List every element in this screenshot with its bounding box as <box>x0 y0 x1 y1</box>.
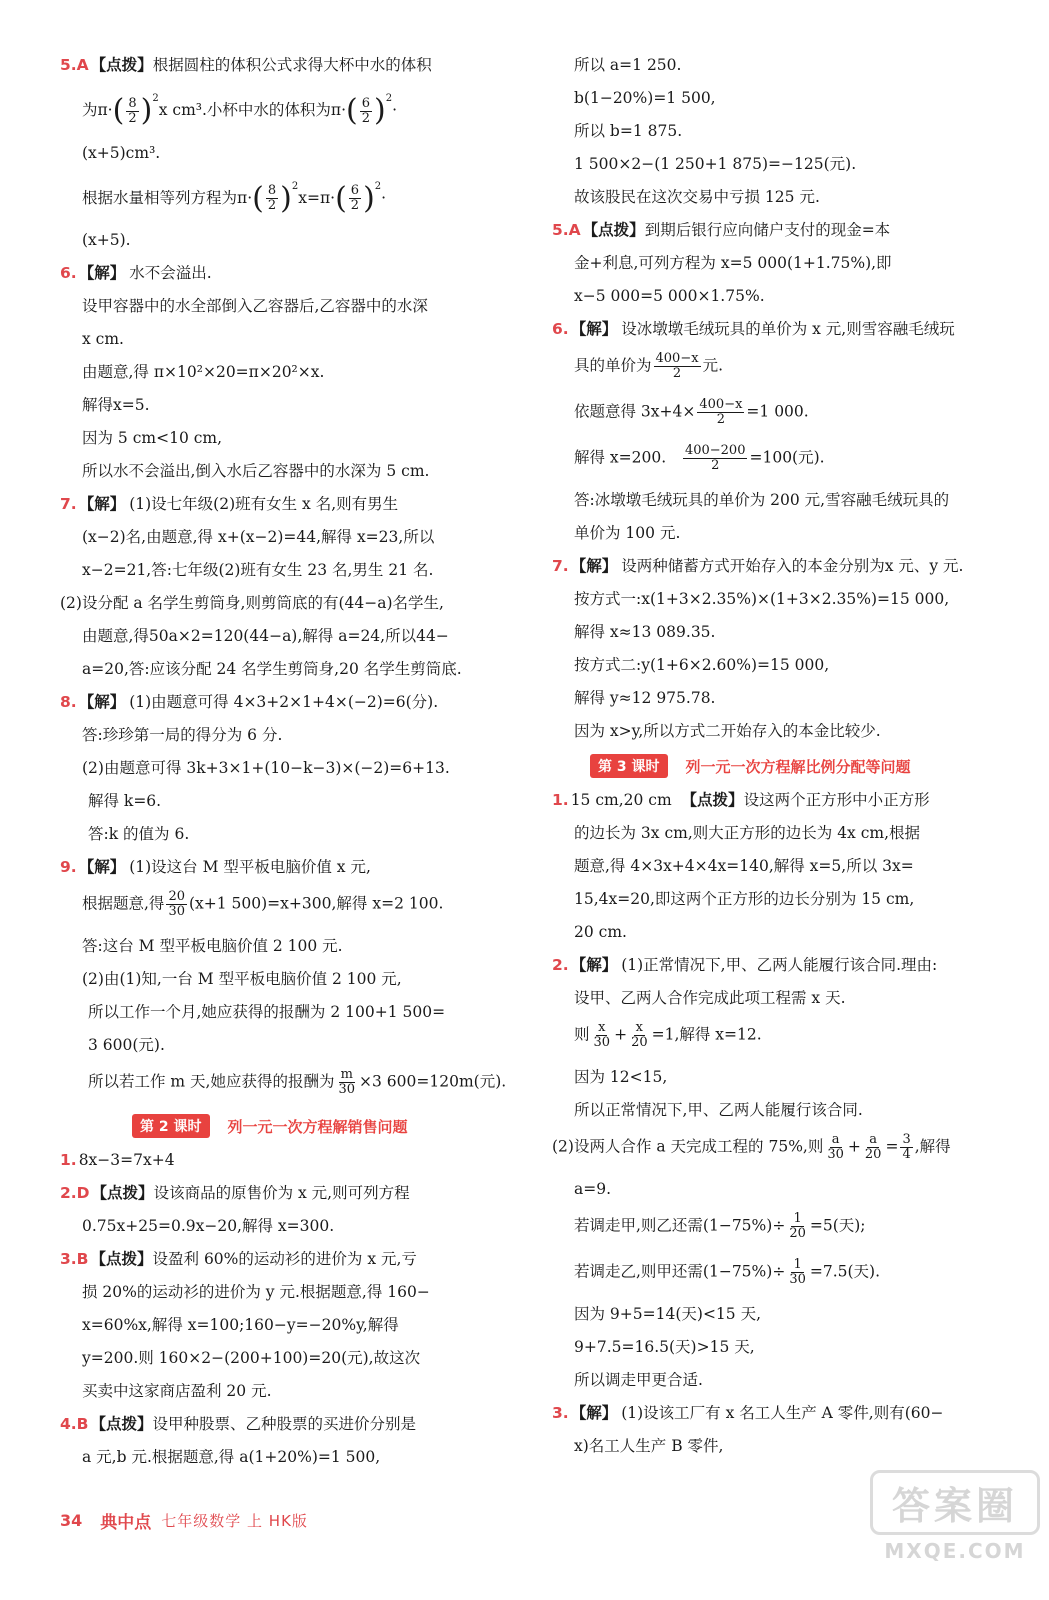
s6-line-4: 解得 x=200. $\frac{400-200}{2}$ =100(元). <box>574 443 825 473</box>
page-number: 34 <box>60 1511 83 1530</box>
text: x cm³.小杯中水的体积为π· <box>158 101 347 119</box>
q9-line-3: 答:这台 M 型平板电脑价值 2 100 元. <box>82 937 343 955</box>
s6-line-3: 依题意得 3x+4× $\frac{400-x}{2}$ =1 000. <box>574 397 809 427</box>
q6-line-5: 解得x=5. <box>82 396 150 414</box>
t2-line-12: 所以调走甲更合适. <box>574 1371 703 1389</box>
q6-line-2: 设甲容器中的水全部倒入乙容器后,乙容器中的水深 <box>82 297 428 315</box>
fraction: $\frac{6}{2}$ <box>350 183 360 213</box>
section-3-badge: 第 3 课时 <box>590 754 668 778</box>
book-title: 七年级数学 上 HK版 <box>161 1512 308 1530</box>
q8-line-3: (2)由题意可得 3k+3×1+(10−k−3)×(−2)=6+13. <box>82 759 450 777</box>
s2-number: 2.D <box>60 1184 90 1202</box>
q6-number: 6. <box>60 264 77 282</box>
fraction: $\frac{x}{30}$ <box>593 1020 611 1050</box>
s5-number: 5.A <box>552 221 581 239</box>
r-line-2: b(1−20%)=1 500, <box>574 89 716 107</box>
s3-line-4: y=200.则 160×2−(200+100)=20(元),故这次 <box>82 1349 421 1367</box>
q5-line-5: (x+5). <box>82 231 131 249</box>
s6-line-2: 具的单价为 $\frac{400-x}{2}$ 元. <box>574 351 723 381</box>
s7-line-3: 解得 x≈13 089.35. <box>574 623 716 641</box>
q9-line-4: (2)由(1)知,一台 M 型平板电脑价值 2 100 元, <box>82 970 402 988</box>
t2-line-8: 若调走甲,则乙还需(1−75%)÷ $\frac{1}{20}$ =5(天); <box>574 1211 866 1241</box>
s5-line-3: x−5 000=5 000×1.75%. <box>574 287 765 305</box>
fraction: $\frac{8}{2}$ <box>267 183 277 213</box>
t3-line-1: 3. 【解】 (1)设该工厂有 x 名工人生产 A 零件,则有(60− <box>552 1404 944 1422</box>
s7-line-6: 因为 x>y,所以方式二开始存入的本金比较少. <box>574 722 881 740</box>
q7-tag: 【解】 <box>78 495 126 513</box>
r-line-1: 所以 a=1 250. <box>574 56 682 74</box>
fraction: $\frac{a}{20}$ <box>864 1132 882 1162</box>
s3-line-5: 买卖中这家商店盈利 20 元. <box>82 1382 272 1400</box>
q8-line-2: 答:珍珍第一局的得分为 6 分. <box>82 726 283 744</box>
q8-line-5: 答:k 的值为 6. <box>88 825 190 843</box>
fraction: $\frac{1}{30}$ <box>789 1257 806 1287</box>
t1-line-5: 20 cm. <box>574 923 627 941</box>
q7-line-5: 由题意,得50a×2=120(44−a),解得 a=24,所以44− <box>82 627 449 645</box>
watermark-logo: 答案圈 <box>870 1470 1040 1535</box>
s6-number: 6. <box>552 320 569 338</box>
page-footer <box>60 1508 308 1533</box>
t2-line-4: 因为 12<15, <box>574 1068 668 1086</box>
s5-line-2: 金+利息,可列方程为 x=5 000(1+1.75%),即 <box>574 254 892 272</box>
fraction: $\frac{400-200}{2}$ <box>684 443 746 473</box>
s1-line-1: 1. 8x−3=7x+4 <box>60 1151 175 1169</box>
q5-line-3: (x+5)cm³. <box>82 143 161 162</box>
q9-number: 9. <box>60 858 77 876</box>
t2-number: 2. <box>552 956 569 974</box>
r-line-5: 故该股民在这次交易中亏损 125 元. <box>574 188 820 206</box>
t2-line-1: 2. 【解】 (1)正常情况下,甲、乙两人能履行该合同.理由: <box>552 956 938 974</box>
section-2-title: 列一元一次方程解销售问题 <box>227 1117 408 1136</box>
q7-line-1: 7. 【解】 (1)设七年级(2)班有女生 x 名,则有男生 <box>60 495 399 513</box>
t1-line-1: 1. 15 cm,20 cm 【点拨】设这两个正方形中小正方形 <box>552 791 930 809</box>
t2-line-3: 则 $\frac{x}{30}$ + $\frac{x}{20}$ =1,解得 x=12. <box>574 1020 762 1050</box>
s3-line-2: 损 20%的运动衫的进价为 y 元.根据题意,得 160− <box>82 1283 430 1301</box>
right-column <box>552 55 1002 1469</box>
t2-line-5: 所以正常情况下,甲、乙两人能履行该合同. <box>574 1101 863 1119</box>
q6-line-7: 所以水不会溢出,倒入水后乙容器中的水深为 5 cm. <box>82 462 430 480</box>
s6-line-6: 单价为 100 元. <box>574 524 681 542</box>
r-line-3: 所以 b=1 875. <box>574 122 683 140</box>
t2-line-9: 若调走乙,则甲还需(1−75%)÷ $\frac{1}{30}$ =7.5(天). <box>574 1257 881 1287</box>
q5-line-4: 根据水量相等列方程为π·( $\frac{8}{2}$ )$^2$x=π·( $\frac{6}{2}$ )$^2$· <box>82 180 387 216</box>
s7-line-1: 7. 【解】 设两种储蓄方式开始存入的本金分别为x 元、y 元. <box>552 557 964 575</box>
q6-line-1: 6. 【解】 水不会溢出. <box>60 264 212 282</box>
t1-line-2: 的边长为 3x cm,则大正方形的边长为 4x cm,根据 <box>574 824 921 842</box>
s4-line-1: 4.B 【点拨】设甲种股票、乙种股票的买进价分别是 <box>60 1415 417 1433</box>
q5-number: 5.A <box>60 56 89 74</box>
fraction: $\frac{6}{2}$ <box>361 95 371 126</box>
q5-line-1 <box>60 55 515 75</box>
brand-logo: 典中点 <box>100 1513 152 1533</box>
s6-line-5: 答:冰墩墩毛绒玩具的单价为 200 元,雪容融毛绒玩具的 <box>574 491 950 509</box>
t3-line-2: x)名工人生产 B 零件, <box>574 1437 724 1455</box>
t2-line-2: 设甲、乙两人合作完成此项工程需 x 天. <box>574 989 846 1007</box>
t3-number: 3. <box>552 1404 569 1422</box>
section-2-badge: 第 2 课时 <box>132 1114 210 1138</box>
s3-number: 3.B <box>60 1250 89 1268</box>
s6-line-1: 6. 【解】 设冰墩墩毛绒玩具的单价为 x 元,则雪容融毛绒玩 <box>552 320 955 338</box>
fraction: $\frac{400-x}{2}$ <box>699 397 743 427</box>
s7-number: 7. <box>552 557 569 575</box>
s4-line-2: a 元,b 元.根据题意,得 a(1+20%)=1 500, <box>82 1448 381 1466</box>
s7-line-2: 按方式一:x(1+3×2.35%)×(1+3×2.35%)=15 000, <box>574 590 950 608</box>
t2-line-6: (2)设两人合作 a 天完成工程的 75%,则 $\frac{a}{30}$ + $\frac{a}{20}$ = $\frac{3}{4}$ ,解得 <box>552 1132 951 1162</box>
watermark <box>870 1470 1040 1588</box>
q9-line-1: 9. 【解】 (1)设这台 M 型平板电脑价值 x 元, <box>60 858 371 876</box>
text: 为π· <box>82 101 113 119</box>
q9-line-6: 3 600(元). <box>88 1036 165 1054</box>
s3-line-3: x=60%x,解得 x=100;160−y=−20%y,解得 <box>82 1316 399 1334</box>
s2-line-2: 0.75x+25=0.9x−20,解得 x=300. <box>82 1217 335 1235</box>
s1-number: 1. <box>60 1151 77 1169</box>
t2-line-11: 9+7.5=16.5(天)>15 天, <box>574 1338 755 1356</box>
fraction: $\frac{m}{30}$ <box>338 1067 356 1097</box>
fraction: $\frac{20}{30}$ <box>168 889 185 919</box>
section-2-header <box>60 1114 515 1138</box>
q9-tag: 【解】 <box>78 858 126 876</box>
q9-line-2: 根据题意,得 $\frac{20}{30}$ (x+1 500)=x+300,解得 x=2 100. <box>82 889 444 919</box>
q7-number: 7. <box>60 495 77 513</box>
q8-tag: 【解】 <box>78 693 126 711</box>
q7-line-2: (x−2)名,由题意,得 x+(x−2)=44,解得 x=23,所以 <box>82 528 435 546</box>
watermark-url: MXQE.COM <box>884 1539 1026 1563</box>
s7-line-5: 解得 y≈12 975.78. <box>574 689 716 707</box>
q6-tag: 【解】 <box>78 264 126 282</box>
fraction: $\frac{a}{30}$ <box>827 1132 844 1162</box>
s4-number: 4.B <box>60 1415 89 1433</box>
s3-line-1: 3.B 【点拨】设盈利 60%的运动衫的进价为 x 元,亏 <box>60 1250 417 1268</box>
q7-line-3: x−2=21,答:七年级(2)班有女生 23 名,男生 21 名. <box>82 561 434 579</box>
s7-line-4: 按方式二:y(1+6×2.60%)=15 000, <box>574 656 830 674</box>
s2-line-1: 2.D 【点拨】设该商品的原售价为 x 元,则可列方程 <box>60 1184 410 1202</box>
q9-line-5: 所以工作一个月,她应获得的报酬为 2 100+1 500= <box>88 1003 446 1021</box>
fraction: $\frac{3}{4}$ <box>902 1132 911 1162</box>
q9-line-7: 所以若工作 m 天,她应获得的报酬为 $\frac{m}{30}$ ×3 600=120m(元). <box>88 1067 507 1097</box>
fraction: $\frac{1}{20}$ <box>789 1211 806 1241</box>
q5-tag: 【点拨】 <box>90 56 153 74</box>
q8-line-4: 解得 k=6. <box>88 792 162 810</box>
fraction: $\frac{8}{2}$ <box>128 95 137 126</box>
t1-line-3: 题意,得 4×3x+4×4x=140,解得 x=5,所以 3x= <box>574 857 914 875</box>
t2-line-7: a=9. <box>574 1180 612 1198</box>
q6-line-3: x cm. <box>82 330 124 348</box>
q7-line-6: a=20,答:应该分配 24 名学生剪筒身,20 名学生剪筒底. <box>82 660 462 678</box>
section-3-header <box>552 754 1002 778</box>
q5-text: 根据圆柱的体积公式求得大杯中水的体积 <box>152 56 432 74</box>
t1-line-4: 15,4x=20,即这两个正方形的边长分别为 15 cm, <box>574 890 915 908</box>
fraction: $\frac{x}{20}$ <box>631 1020 648 1050</box>
left-column <box>60 55 515 1480</box>
q8-line-1: 8. 【解】 (1)由题意可得 4×3+2×1+4×(−2)=6(分). <box>60 693 439 711</box>
q6-line-4: 由题意,得 π×10²×20=π×20²×x. <box>82 363 325 381</box>
r-line-4: 1 500×2−(1 250+1 875)=−125(元). <box>574 155 857 173</box>
q5-line-2: 为π·( $\frac{8}{2}$ )$^2$x cm³.小杯中水的体积为π·( $\frac{6}{2}$ )$^2$· <box>82 93 398 128</box>
q8-number: 8. <box>60 693 77 711</box>
q6-line-6: 因为 5 cm<10 cm, <box>82 429 223 447</box>
t2-line-10: 因为 9+5=14(天)<15 天, <box>574 1305 762 1323</box>
s5-line-1: 5.A 【点拨】到期后银行应向储户支付的现金=本 <box>552 221 891 239</box>
q7-line-4: (2)设分配 a 名学生剪筒身,则剪筒底的有(44−a)名学生, <box>60 594 444 612</box>
section-3-title: 列一元一次方程解比例分配等问题 <box>685 757 911 776</box>
t1-number: 1. <box>552 791 569 809</box>
fraction: $\frac{400-x}{2}$ <box>655 351 699 381</box>
